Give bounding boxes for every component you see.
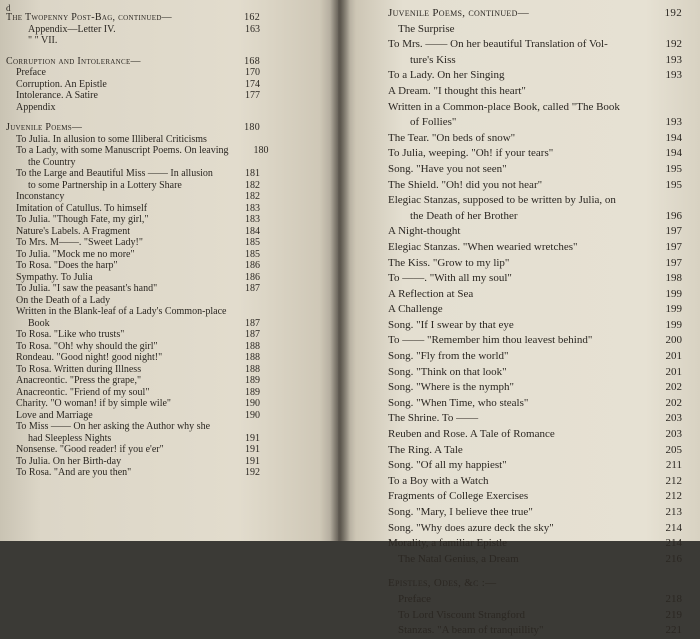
contents-entry bbox=[6, 295, 328, 307]
folio-mark: d bbox=[6, 3, 11, 13]
entry-title: Epistles, Odes, &c :— bbox=[388, 577, 497, 590]
contents-entry bbox=[388, 380, 682, 396]
entry-page-number: 192 bbox=[245, 467, 260, 478]
entry-title: A Challenge bbox=[388, 303, 443, 316]
contents-entry bbox=[6, 318, 328, 330]
entry-title: Rondeau. "Good night! good night!" bbox=[16, 352, 163, 363]
entry-title: Corruption and Intolerance— bbox=[6, 55, 141, 67]
entry-page-number: 192 bbox=[664, 7, 682, 19]
entry-title: Song. "If I swear by that eye bbox=[388, 318, 514, 331]
entry-title: Song. "Fly from the world" bbox=[388, 350, 509, 363]
contents-entry bbox=[388, 427, 682, 443]
contents-entry bbox=[388, 302, 682, 318]
entry-page-number: 188 bbox=[245, 340, 260, 352]
entry-page-number: 214 bbox=[665, 537, 682, 550]
entry-title: A Reflection at Sea bbox=[388, 287, 474, 300]
entry-title: Reuben and Rose. A Tale of Romance bbox=[388, 428, 555, 441]
left-page bbox=[0, 0, 340, 541]
entry-page-number: 197 bbox=[665, 225, 682, 238]
entry-page-number: 174 bbox=[245, 78, 260, 90]
entry-title: The Natal Genius, a Dream bbox=[398, 552, 519, 565]
entry-page-number: 193 bbox=[665, 69, 682, 82]
entry-page-number: 212 bbox=[665, 490, 682, 503]
contents-entry bbox=[388, 178, 682, 194]
entry-title: The Ring. A Tale bbox=[388, 443, 463, 456]
entry-page-number: 214 bbox=[665, 521, 682, 534]
contents-entry bbox=[6, 260, 328, 272]
entry-page-number: 180 bbox=[244, 122, 260, 133]
entry-title: Elegiac Stanzas, supposed to be written by Julia, on bbox=[388, 194, 616, 207]
entry-title: Sympathy. To Julia bbox=[16, 271, 93, 283]
entry-title: To a Lady. On her Singing bbox=[388, 69, 505, 82]
contents-entry bbox=[388, 536, 682, 552]
contents-entry bbox=[6, 387, 328, 399]
entry-page-number: 199 bbox=[665, 318, 682, 331]
entry-title: To Julia. "Though Fate, my girl," bbox=[16, 214, 149, 225]
entry-page-number: 205 bbox=[665, 443, 682, 456]
contents-entry bbox=[388, 287, 682, 303]
entry-page-number: 187 bbox=[245, 317, 260, 329]
entry-page-number: 186 bbox=[245, 260, 260, 271]
entry-page-number: 202 bbox=[665, 381, 682, 394]
entry-title: Juvenile Poems— bbox=[6, 122, 83, 133]
contents-entry bbox=[388, 318, 682, 334]
contents-entry bbox=[388, 271, 682, 287]
contents-entry bbox=[6, 24, 328, 36]
entry-title: To a Lady, with some Manuscript Poems. On leaving bbox=[16, 145, 229, 156]
entry-page-number: 202 bbox=[665, 396, 682, 409]
entry-page-number: 216 bbox=[665, 552, 682, 565]
entry-title: A Night-thought bbox=[388, 225, 461, 238]
entry-title: Morality, a familiar Epistle bbox=[388, 537, 508, 550]
contents-entry bbox=[6, 444, 328, 456]
contents-entry bbox=[388, 256, 682, 272]
entry-page-number: 212 bbox=[665, 474, 682, 487]
contents-entry bbox=[388, 458, 682, 474]
entry-page-number: 187 bbox=[245, 283, 260, 294]
entry-page-number: 189 bbox=[245, 375, 260, 386]
contents-entry bbox=[388, 100, 682, 116]
contents-entry bbox=[388, 240, 682, 256]
contents-entry bbox=[6, 398, 328, 410]
entry-title: of Follies" bbox=[410, 116, 457, 129]
entry-title: Song. "Mary, I believe thee true" bbox=[388, 506, 533, 518]
contents-entry bbox=[388, 505, 682, 521]
contents-entry bbox=[388, 333, 682, 349]
contents-entry bbox=[388, 608, 682, 624]
entry-title: The Twopenny Post-Bag, continued— bbox=[6, 12, 172, 23]
contents-entry bbox=[388, 623, 682, 639]
entry-page-number: 198 bbox=[665, 272, 682, 285]
contents-entry bbox=[6, 306, 328, 318]
contents-entry bbox=[388, 37, 682, 53]
entry-page-number: 190 bbox=[245, 398, 260, 409]
entry-page-number: 191 bbox=[245, 455, 260, 467]
contents-entry bbox=[388, 474, 682, 490]
entry-title: Juvenile Poems, continued— bbox=[388, 7, 529, 19]
entry-title: To Julia. "I saw the peasant's hand" bbox=[16, 283, 158, 294]
contents-entry bbox=[388, 162, 682, 178]
entry-page-number: 170 bbox=[245, 67, 260, 78]
contents-entry bbox=[6, 421, 328, 433]
entry-page-number: 195 bbox=[665, 162, 682, 175]
contents-entry bbox=[6, 134, 328, 146]
entry-page-number: 185 bbox=[245, 237, 260, 248]
entry-title: To Miss —— On her asking the Author why she bbox=[16, 421, 211, 432]
entry-title: ture's Kiss bbox=[410, 53, 456, 66]
entry-page-number: 221 bbox=[665, 624, 682, 637]
contents-entry bbox=[388, 193, 682, 209]
section-heading bbox=[6, 12, 328, 24]
contents-entry bbox=[6, 35, 328, 47]
entry-page-number: 185 bbox=[245, 248, 260, 260]
contents-entry bbox=[6, 145, 328, 157]
entry-page-number: 194 bbox=[665, 131, 682, 144]
contents-entry bbox=[388, 131, 682, 147]
entry-title: To Julia. In allusion to some Illiberal Criticisms bbox=[16, 133, 207, 145]
entry-title: The Shield. "Oh! did you not hear" bbox=[388, 178, 543, 191]
entry-page-number: 201 bbox=[665, 350, 682, 363]
entry-page-number: 163 bbox=[245, 23, 260, 35]
entry-page-number: 177 bbox=[245, 90, 260, 101]
entry-page-number: 191 bbox=[245, 432, 260, 444]
entry-page-number: 182 bbox=[245, 179, 260, 191]
entry-title: To Lord Viscount Strangford bbox=[398, 608, 525, 621]
entry-page-number: 196 bbox=[665, 209, 682, 222]
contents-entry bbox=[6, 67, 328, 79]
entry-page-number: 186 bbox=[245, 271, 260, 283]
entry-title: " " VII. bbox=[28, 35, 58, 46]
entry-title: Song. "Why does azure deck the sky" bbox=[388, 521, 554, 534]
contents-entry bbox=[388, 396, 682, 412]
entry-title: To Rosa. Written during Illness bbox=[16, 363, 142, 375]
entry-page-number: 187 bbox=[245, 329, 260, 340]
entry-title: Fragments of College Exercises bbox=[388, 490, 529, 503]
entry-title: Song. "Think on that look" bbox=[388, 365, 507, 378]
entry-page-number: 194 bbox=[665, 147, 682, 160]
contents-entry bbox=[388, 365, 682, 381]
contents-entry bbox=[6, 102, 328, 114]
contents-entry bbox=[6, 410, 328, 422]
contents-entry bbox=[6, 249, 328, 261]
section-gap bbox=[388, 567, 682, 576]
entry-title: Nature's Labels. A Fragment bbox=[16, 225, 130, 237]
entry-page-number: 199 bbox=[665, 287, 682, 300]
entry-title: The Tear. "On beds of snow" bbox=[388, 131, 516, 144]
entry-title: Intolerance. A Satire bbox=[16, 90, 98, 101]
book-gutter bbox=[330, 0, 350, 541]
entry-title: Imitation of Catullus. To himself bbox=[16, 202, 148, 214]
entry-page-number: 188 bbox=[245, 363, 260, 375]
entry-page-number: 183 bbox=[245, 202, 260, 214]
entry-title: The Kiss. "Grow to my lip" bbox=[388, 256, 510, 269]
entry-page-number: 191 bbox=[245, 444, 260, 455]
entry-page-number: 183 bbox=[245, 214, 260, 225]
entry-title: Charity. "O woman! if by simple wile" bbox=[16, 398, 171, 409]
right-contents-list bbox=[388, 6, 682, 639]
contents-entry bbox=[6, 433, 328, 445]
contents-entry bbox=[388, 411, 682, 427]
entry-page-number: 193 bbox=[665, 53, 682, 66]
contents-entry bbox=[6, 272, 328, 284]
contents-entry bbox=[388, 552, 682, 568]
contents-entry bbox=[6, 157, 328, 169]
contents-entry bbox=[6, 364, 328, 376]
contents-entry bbox=[6, 467, 328, 479]
entry-title: The Surprise bbox=[398, 22, 455, 35]
entry-page-number: 188 bbox=[245, 352, 260, 363]
entry-title: Written in a Common-place Book, called "The Book bbox=[388, 100, 620, 113]
entry-page-number: 203 bbox=[665, 412, 682, 425]
section-heading bbox=[6, 56, 328, 68]
entry-page-number: 168 bbox=[244, 55, 260, 67]
entry-title: To a Boy with a Watch bbox=[388, 474, 489, 487]
contents-entry bbox=[388, 592, 682, 608]
entry-page-number: 197 bbox=[665, 256, 682, 269]
entry-title: Stanzas. "A beam of tranquillity" bbox=[398, 624, 544, 637]
contents-entry bbox=[6, 168, 328, 180]
contents-entry bbox=[6, 180, 328, 192]
contents-entry bbox=[388, 84, 682, 100]
entry-title: To Julia. "Mock me no more" bbox=[16, 248, 135, 260]
entry-title: Nonsense. "Good reader! if you e'er" bbox=[16, 444, 164, 455]
entry-title: Appendix—Letter IV. bbox=[28, 23, 116, 35]
entry-title: To ——. "With all my soul" bbox=[388, 272, 512, 285]
entry-title: To the Large and Beautiful Miss —— In allusion bbox=[16, 168, 213, 179]
entry-page-number: 190 bbox=[245, 409, 260, 421]
contents-entry bbox=[388, 146, 682, 162]
entry-title: Song. "When Time, who steals" bbox=[388, 396, 529, 409]
contents-entry bbox=[388, 489, 682, 505]
entry-page-number: 201 bbox=[665, 365, 682, 378]
entry-page-number: 218 bbox=[665, 592, 682, 605]
entry-page-number: 211 bbox=[665, 459, 682, 472]
section-heading bbox=[388, 576, 682, 592]
entry-page-number: 193 bbox=[665, 116, 682, 129]
contents-entry bbox=[6, 329, 328, 341]
entry-page-number: 162 bbox=[244, 12, 260, 23]
entry-page-number: 203 bbox=[665, 428, 682, 441]
entry-title: Love and Marriage bbox=[16, 409, 93, 421]
entry-title: To —— "Remember him thou leavest behind" bbox=[388, 334, 593, 347]
contents-entry bbox=[6, 456, 328, 468]
section-gap bbox=[6, 47, 328, 56]
entry-title: Song. "Where is the nymph" bbox=[388, 381, 514, 394]
contents-entry bbox=[6, 79, 328, 91]
entry-title: To Rosa. "Like who trusts" bbox=[16, 329, 125, 340]
left-contents-list bbox=[6, 12, 328, 479]
entry-page-number: 213 bbox=[665, 506, 682, 518]
section-heading bbox=[6, 122, 328, 134]
entry-page-number: 192 bbox=[665, 38, 682, 51]
entry-title: Book bbox=[28, 317, 50, 329]
entry-title: Corruption. An Epistle bbox=[16, 78, 107, 90]
entry-title: Written in the Blank-leaf of a Lady's Common-place bbox=[16, 306, 227, 317]
entry-title: To Rosa. "Does the harp" bbox=[16, 260, 118, 271]
contents-entry bbox=[6, 237, 328, 249]
section-heading bbox=[388, 6, 682, 22]
entry-title: A Dream. "I thought this heart" bbox=[388, 84, 526, 97]
entry-page-number: 219 bbox=[665, 608, 682, 621]
contents-entry bbox=[388, 209, 682, 225]
entry-title: Appendix bbox=[16, 101, 56, 113]
entry-title: To Rosa. "And are you then" bbox=[16, 467, 132, 478]
entry-title: had Sleepless Nights bbox=[28, 432, 112, 444]
entry-title: The Shrine. To —— bbox=[388, 412, 479, 425]
contents-entry bbox=[6, 352, 328, 364]
contents-entry bbox=[6, 191, 328, 203]
entry-title: to some Partnership in a Lottery Share bbox=[28, 179, 182, 191]
contents-entry bbox=[6, 214, 328, 226]
entry-title: To Julia. On her Birth-day bbox=[16, 455, 122, 467]
entry-title: On the Death of a Lady bbox=[16, 294, 111, 306]
entry-title: Preface bbox=[16, 67, 46, 78]
entry-title: To Rosa. "Oh! why should the girl" bbox=[16, 340, 158, 352]
contents-entry bbox=[6, 341, 328, 353]
contents-entry bbox=[388, 443, 682, 459]
contents-entry bbox=[6, 283, 328, 295]
entry-title: Anacreontic. "Press the grape," bbox=[16, 375, 142, 386]
contents-entry bbox=[388, 224, 682, 240]
contents-entry bbox=[388, 115, 682, 131]
right-page bbox=[338, 0, 700, 637]
entry-page-number: 181 bbox=[245, 168, 260, 179]
entry-title: Song. "Of all my happiest" bbox=[388, 459, 507, 472]
entry-page-number: 189 bbox=[245, 386, 260, 398]
contents-entry bbox=[6, 226, 328, 238]
contents-entry bbox=[6, 90, 328, 102]
entry-page-number: 195 bbox=[665, 178, 682, 191]
contents-entry bbox=[6, 375, 328, 387]
entry-page-number: 197 bbox=[665, 240, 682, 253]
entry-title: Anacreontic. "Friend of my soul" bbox=[16, 386, 150, 398]
entry-title: To Julia, weeping. "Oh! if your tears" bbox=[388, 147, 554, 160]
entry-title: Song. "Have you not seen" bbox=[388, 162, 507, 175]
entry-title: Preface bbox=[398, 592, 431, 605]
entry-title: To Mrs. —— On her beautiful Translation of Vol- bbox=[388, 38, 608, 51]
contents-entry bbox=[388, 68, 682, 84]
entry-title: the Death of her Brother bbox=[410, 209, 518, 222]
entry-page-number: 182 bbox=[245, 191, 260, 202]
entry-title: To Mrs. M——. "Sweet Lady!" bbox=[16, 237, 143, 248]
contents-entry bbox=[388, 22, 682, 38]
contents-entry bbox=[388, 521, 682, 537]
section-gap bbox=[6, 113, 328, 122]
entry-title: the Country bbox=[28, 156, 76, 168]
entry-page-number: 184 bbox=[245, 225, 260, 237]
entry-page-number: 180 bbox=[253, 145, 269, 156]
entry-title: Inconstancy bbox=[16, 191, 65, 202]
entry-page-number: 199 bbox=[665, 303, 682, 316]
entry-title: Elegiac Stanzas. "When wearied wretches" bbox=[388, 240, 578, 253]
contents-entry bbox=[388, 349, 682, 365]
contents-entry bbox=[6, 203, 328, 215]
entry-page-number: 200 bbox=[665, 334, 682, 347]
contents-entry bbox=[388, 53, 682, 69]
